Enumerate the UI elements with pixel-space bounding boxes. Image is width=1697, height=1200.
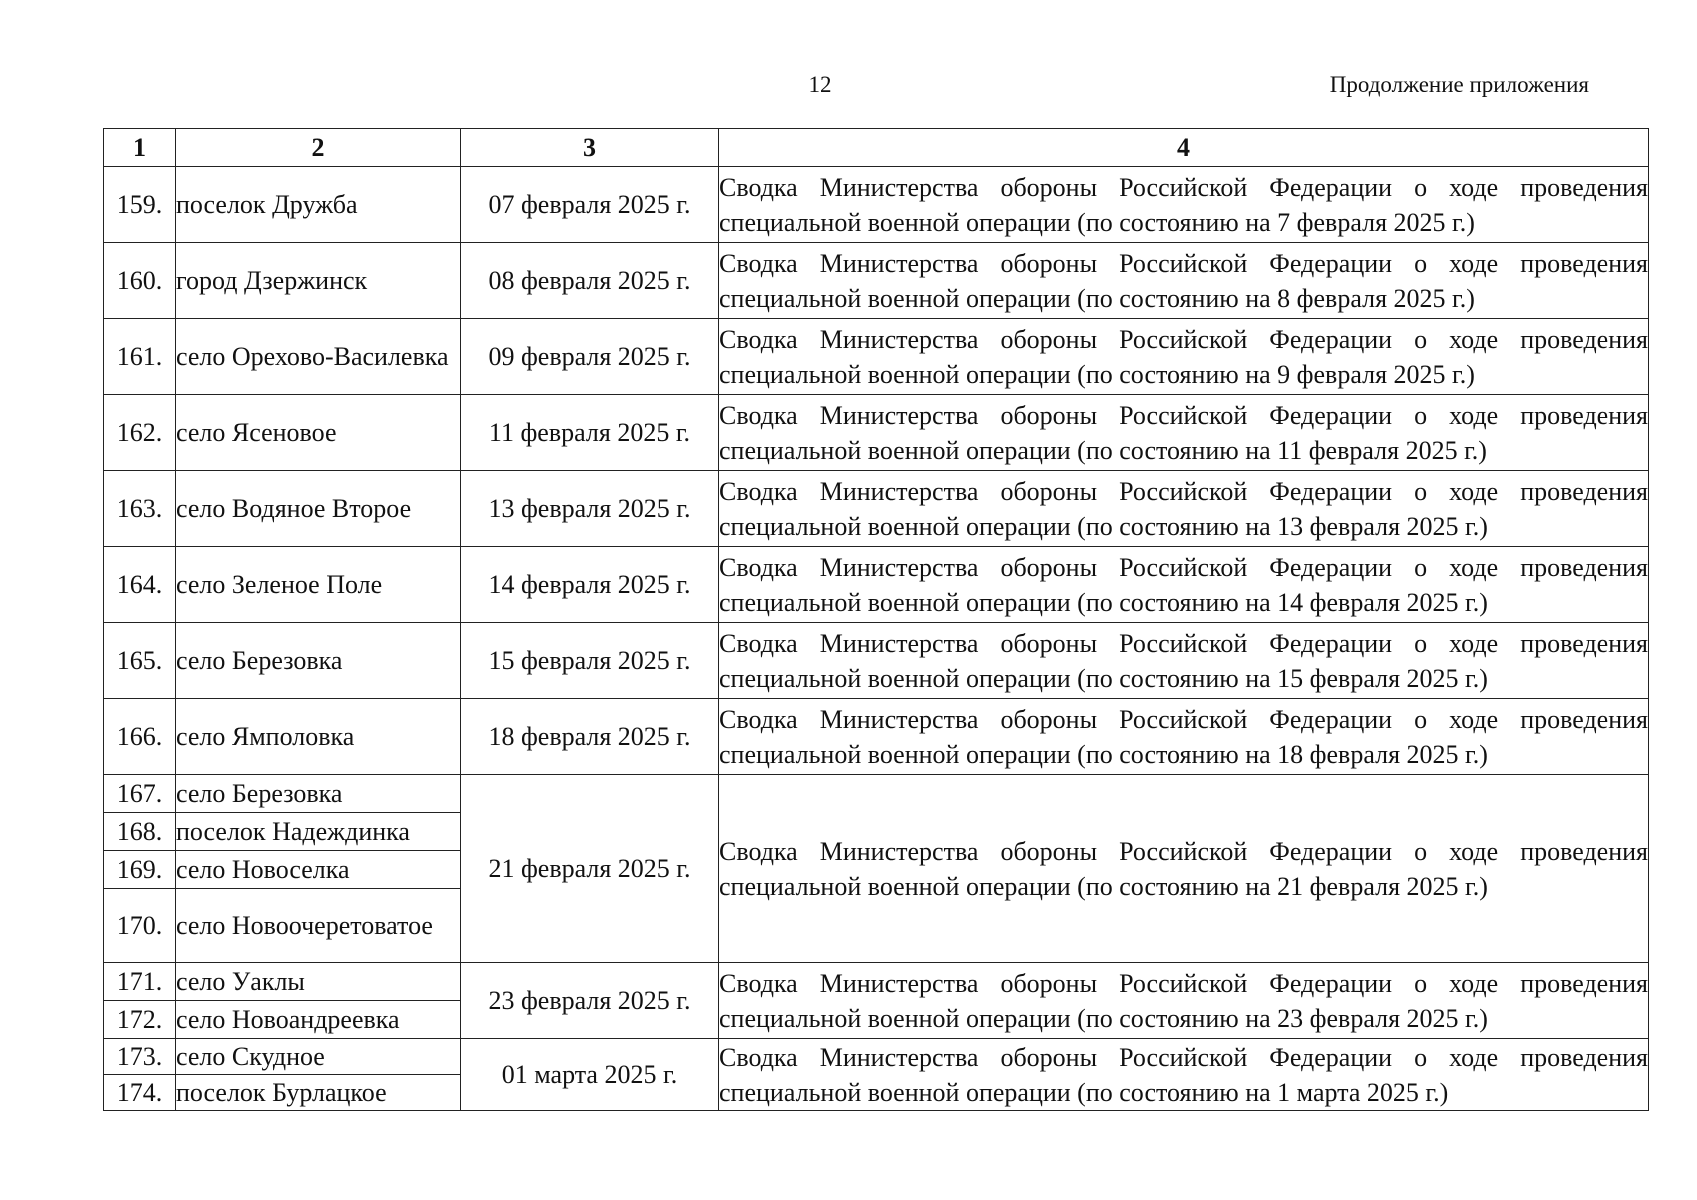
table-row xyxy=(104,699,1649,775)
row-number: 162. xyxy=(104,395,176,471)
row-number: 170. xyxy=(104,889,176,963)
settlement-name: село Березовка xyxy=(176,775,461,813)
table-row xyxy=(104,1039,1649,1075)
settlement-name: село Ясеновое xyxy=(176,395,461,471)
settlement-name: село Скудное xyxy=(176,1039,461,1075)
liberation-date: 23 февраля 2025 г. xyxy=(461,963,719,1039)
row-number: 169. xyxy=(104,851,176,889)
liberation-date: 07 февраля 2025 г. xyxy=(461,167,719,243)
settlement-name: село Новоселка xyxy=(176,851,461,889)
row-number: 171. xyxy=(104,963,176,1001)
settlement-name: поселок Дружба xyxy=(176,167,461,243)
settlement-name: село Новоочеретоватое xyxy=(176,889,461,963)
column-header-3: 3 xyxy=(461,129,719,167)
settlement-name: село Ямполовка xyxy=(176,699,461,775)
table-row xyxy=(104,471,1649,547)
row-number: 167. xyxy=(104,775,176,813)
settlement-name: село Новоандреевка xyxy=(176,1001,461,1039)
liberation-date: 11 февраля 2025 г. xyxy=(461,395,719,471)
column-header-4: 4 xyxy=(719,129,1649,167)
row-number: 163. xyxy=(104,471,176,547)
settlement-name: поселок Бурлацкое xyxy=(176,1075,461,1111)
table-row xyxy=(104,167,1649,243)
liberation-date: 01 марта 2025 г. xyxy=(461,1039,719,1111)
continuation-label: Продолжение приложения xyxy=(1329,72,1589,97)
source-reference: Сводка Министерства обороны Российской Федерации о ходе проведения специальной военной операции (по состоянию на 11 февраля 2025 г.) xyxy=(719,395,1649,471)
row-number: 168. xyxy=(104,813,176,851)
table-row xyxy=(104,547,1649,623)
liberation-date: 15 февраля 2025 г. xyxy=(461,623,719,699)
row-number: 165. xyxy=(104,623,176,699)
settlement-name: село Зеленое Поле xyxy=(176,547,461,623)
row-number: 173. xyxy=(104,1039,176,1075)
source-reference: Сводка Министерства обороны Российской Федерации о ходе проведения специальной военной операции (по состоянию на 7 февраля 2025 г.) xyxy=(719,167,1649,243)
table-row xyxy=(104,243,1649,319)
table-row xyxy=(104,319,1649,395)
table-row xyxy=(104,775,1649,813)
liberation-date: 08 февраля 2025 г. xyxy=(461,243,719,319)
liberation-date: 09 февраля 2025 г. xyxy=(461,319,719,395)
liberation-date: 18 февраля 2025 г. xyxy=(461,699,719,775)
settlement-name: село Березовка xyxy=(176,623,461,699)
settlements-table xyxy=(103,128,1649,1111)
page-number: 12 xyxy=(808,72,832,97)
row-number: 161. xyxy=(104,319,176,395)
row-number: 160. xyxy=(104,243,176,319)
row-number: 164. xyxy=(104,547,176,623)
table-row xyxy=(104,623,1649,699)
table-row xyxy=(104,395,1649,471)
source-reference: Сводка Министерства обороны Российской Федерации о ходе проведения специальной военной операции (по состоянию на 21 февраля 2025 г.) xyxy=(719,775,1649,963)
row-number: 166. xyxy=(104,699,176,775)
settlement-name: село Орехово-Василевка xyxy=(176,319,461,395)
source-reference: Сводка Министерства обороны Российской Федерации о ходе проведения специальной военной операции (по состоянию на 13 февраля 2025 г.) xyxy=(719,471,1649,547)
row-number: 174. xyxy=(104,1075,176,1111)
liberation-date: 21 февраля 2025 г. xyxy=(461,775,719,963)
row-number: 172. xyxy=(104,1001,176,1039)
liberation-date: 13 февраля 2025 г. xyxy=(461,471,719,547)
source-reference: Сводка Министерства обороны Российской Федерации о ходе проведения специальной военной операции (по состоянию на 15 февраля 2025 г.) xyxy=(719,623,1649,699)
table-header-row xyxy=(104,129,1649,167)
liberation-date: 14 февраля 2025 г. xyxy=(461,547,719,623)
settlement-name: село Водяное Второе xyxy=(176,471,461,547)
settlement-name: город Дзержинск xyxy=(176,243,461,319)
source-reference: Сводка Министерства обороны Российской Федерации о ходе проведения специальной военной операции (по состоянию на 8 февраля 2025 г.) xyxy=(719,243,1649,319)
source-reference: Сводка Министерства обороны Российской Федерации о ходе проведения специальной военной операции (по состоянию на 23 февраля 2025 г.) xyxy=(719,963,1649,1039)
table-row xyxy=(104,963,1649,1001)
source-reference: Сводка Министерства обороны Российской Федерации о ходе проведения специальной военной операции (по состоянию на 1 марта 2025 г.) xyxy=(719,1039,1649,1111)
column-header-1: 1 xyxy=(104,129,176,167)
source-reference: Сводка Министерства обороны Российской Федерации о ходе проведения специальной военной операции (по состоянию на 18 февраля 2025 г.) xyxy=(719,699,1649,775)
settlement-name: село Уаклы xyxy=(176,963,461,1001)
source-reference: Сводка Министерства обороны Российской Федерации о ходе проведения специальной военной операции (по состоянию на 14 февраля 2025 г.) xyxy=(719,547,1649,623)
source-reference: Сводка Министерства обороны Российской Федерации о ходе проведения специальной военной операции (по состоянию на 9 февраля 2025 г.) xyxy=(719,319,1649,395)
settlement-name: поселок Надеждинка xyxy=(176,813,461,851)
column-header-2: 2 xyxy=(176,129,461,167)
row-number: 159. xyxy=(104,167,176,243)
